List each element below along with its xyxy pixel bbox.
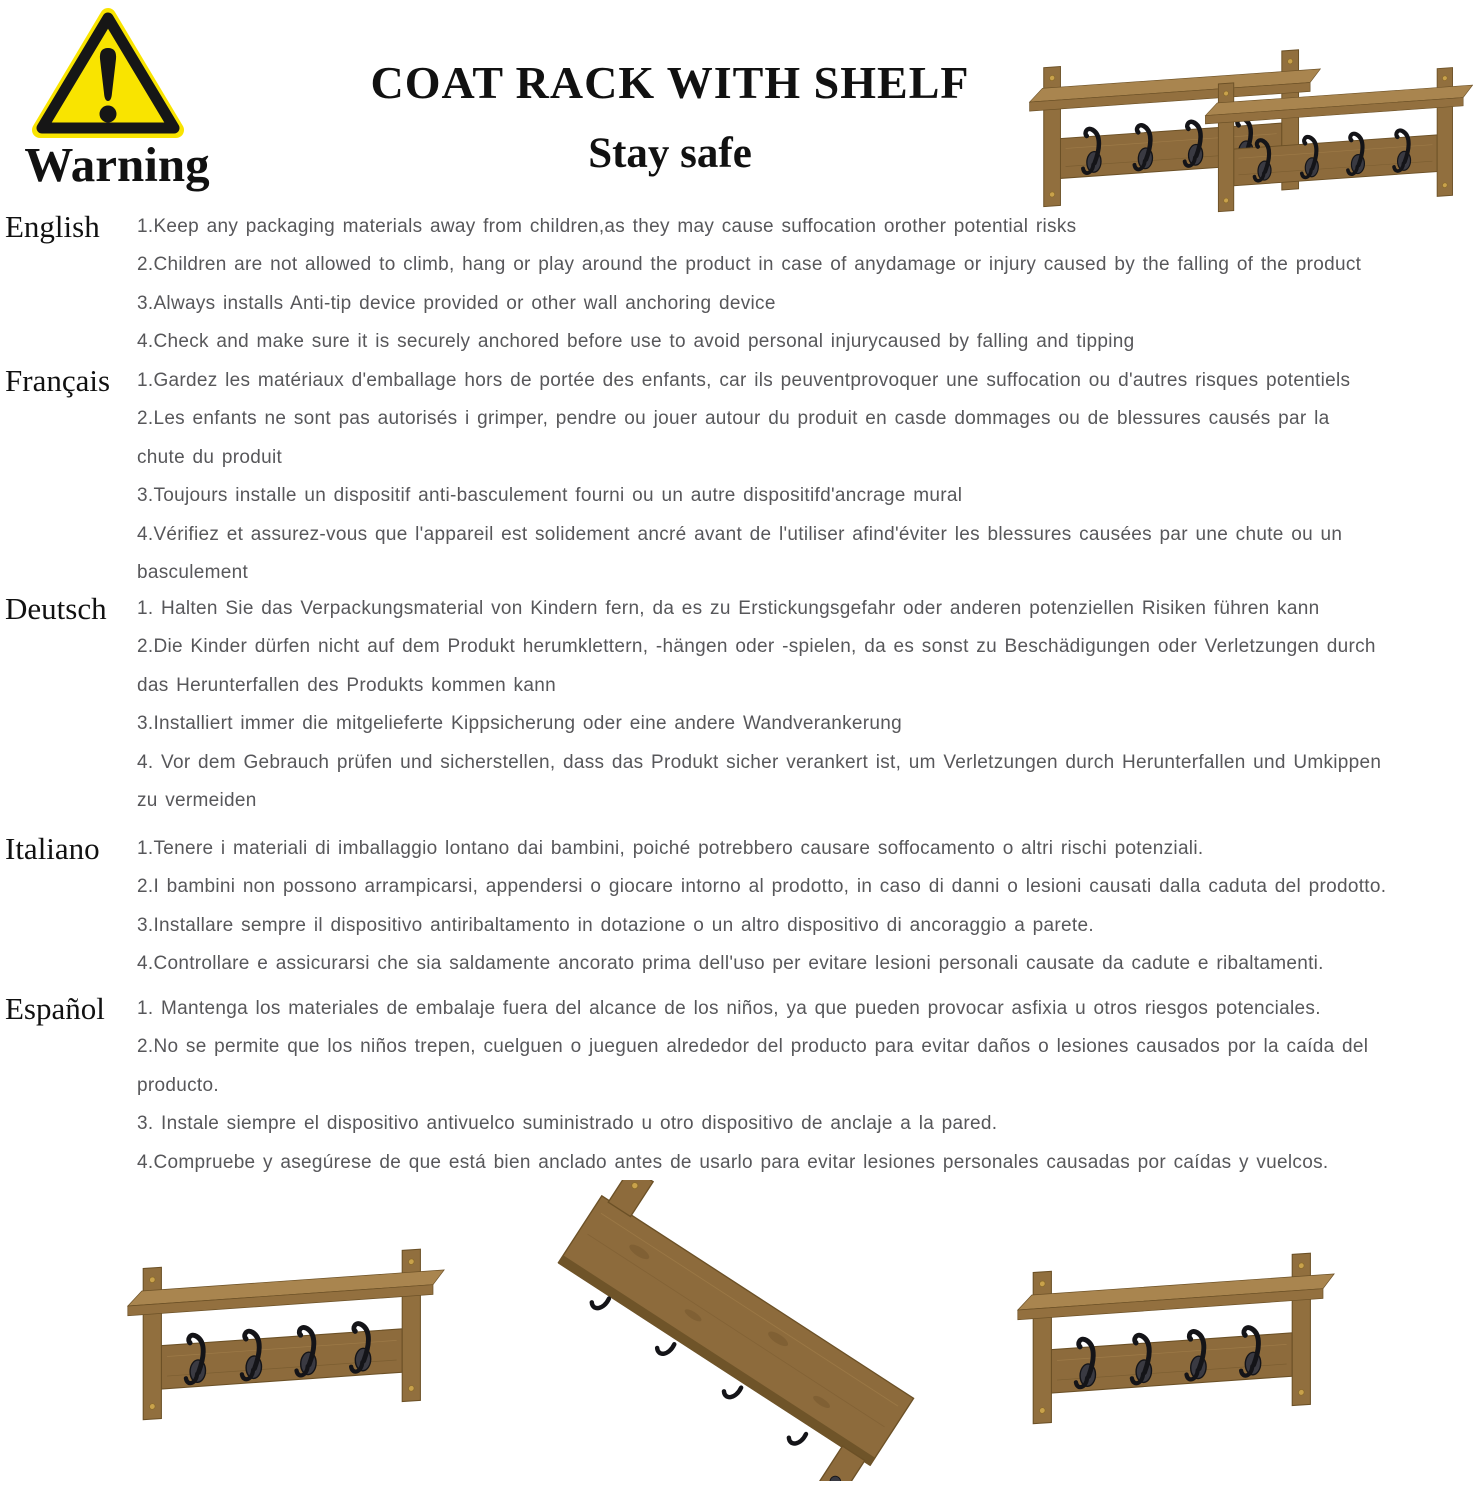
language-label-francais: Français — [5, 363, 111, 398]
warning-triangle-icon — [26, 6, 190, 142]
language-label-italiano: Italiano — [5, 831, 100, 866]
instruction-line: 3.Always installs Anti-tip device provided or other wall anchoring device — [137, 292, 776, 314]
title-block — [300, 57, 1040, 177]
language-label-espanol: Español — [5, 991, 105, 1026]
instruction-line: 1. Halten Sie das Verpackungsmaterial von Kindern fern, da es zu Erstickungsgefahr oder anderen potenziellen Risiken führen kann — [137, 598, 1320, 619]
product-photo-rack-front-right — [1015, 1222, 1337, 1425]
warning-label: Warning — [24, 137, 210, 192]
instruction-line: 1. Mantenga los materiales de embalaje fuera del alcance de los niños, ya que pueden provocar asfixia u otros riesgos potenciales. — [137, 998, 1321, 1019]
instruction-line: 3. Instale siempre el dispositivo antivuelco suministrado u otro dispositivo de anclaje a la pared. — [137, 1113, 998, 1135]
page-subtitle: Stay safe — [588, 130, 752, 177]
instruction-line: 3.Installare sempre il dispositivo antiribaltamento in dotazione o un altro dispositivo di ancoraggio a parete. — [137, 914, 1094, 936]
product-photo-shelf-top-view — [550, 1180, 922, 1481]
instruction-line: das Herunterfallen des Produkts kommen kann — [137, 674, 556, 696]
product-photo-two-racks — [1005, 5, 1473, 210]
instruction-line: 2.Les enfants ne sont pas autorisés i grimper, pendre ou jouer autour du produit en casde dommages ou de blessures causés par la — [137, 408, 1330, 430]
page-title: COAT RACK WITH SHELF — [370, 57, 970, 108]
instruction-line: zu vermeiden — [137, 789, 257, 811]
instruction-line: producto. — [137, 1074, 219, 1096]
instruction-line: 4.Vérifiez et assurez-vous que l'appareil est solidement ancré avant de l'utiliser afind'éviter les blessures causées par une chute ou un — [137, 523, 1343, 545]
product-photo-rack-front-left — [125, 1218, 447, 1421]
instruction-line: 4. Vor dem Gebrauch prüfen und sicherstellen, dass das Produkt sicher verankert ist, um Verletzungen durch Herunterfallen und Umkippen — [137, 751, 1382, 773]
instruction-line: 2.No se permite que los niños trepen, cuelguen o jueguen alrededor del producto para evitar daños o lesiones causados por la caída del — [137, 1036, 1369, 1058]
instruction-line: 1.Keep any packaging materials away from children,as they may cause suffocation orother potential risks — [137, 216, 1077, 237]
language-label-english: English — [5, 209, 100, 244]
instruction-line: 2.I bambini non possono arrampicarsi, appendersi o giocare intorno al prodotto, in caso di danni o lesioni causati dalla caduta del prodotto. — [137, 876, 1387, 898]
instruction-line: basculement — [137, 561, 249, 583]
instruction-line: 2.Die Kinder dürfen nicht auf dem Produkt herumklettern, -hängen oder -spielen, da es sonst zu Beschädigungen oder Verletzungen durch — [137, 636, 1376, 658]
instruction-line: 3.Toujours installe un dispositif anti-basculement fourni ou un autre dispositifd'ancrage mural — [137, 485, 963, 507]
coat-rack-front-icon — [1203, 41, 1473, 213]
instruction-line: 4.Check and make sure it is securely anchored before use to avoid personal injurycaused by falling and tipping — [137, 331, 1135, 353]
instruction-line: 2.Children are not allowed to climb, hang or play around the product in case of anydamage or injury caused by the falling of the product — [137, 254, 1362, 276]
instruction-line: chute du produit — [137, 446, 283, 468]
instruction-line: 1.Tenere i materiali di imballaggio lontano dai bambini, poiché potrebbero causare soffocamento o altri rischi potenziali. — [137, 838, 1204, 859]
instruction-line: 4.Compruebe y asegúrese de que está bien anclado antes de usarlo para evitar lesiones personales causadas por caídas y vuelcos. — [137, 1151, 1329, 1173]
instruction-line: 3.Installiert immer die mitgelieferte Kippsicherung oder eine andere Wandverankerung — [137, 713, 902, 735]
language-label-deutsch: Deutsch — [5, 591, 107, 626]
instruction-line: 1.Gardez les matériaux d'emballage hors de portée des enfants, car ils peuventprovoquer une suffocation ou d'autres risques potentiels — [137, 370, 1351, 391]
instruction-line: 4.Controllare e assicurarsi che sia saldamente ancorato prima dell'uso per evitare lesioni personali causate da cadute e ribaltamenti. — [137, 953, 1324, 975]
